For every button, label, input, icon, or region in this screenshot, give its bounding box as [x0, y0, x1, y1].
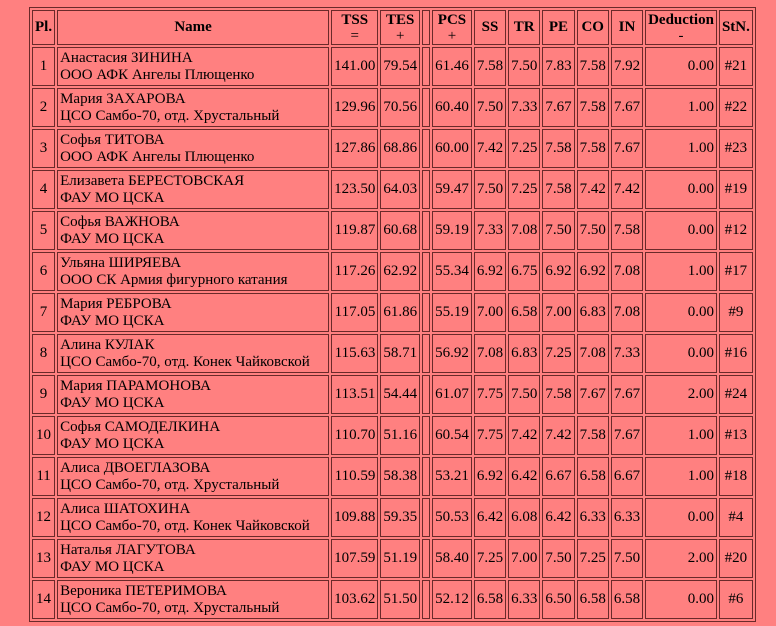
- co-cell: 6.83: [577, 293, 609, 332]
- tss-cell: 129.96: [331, 88, 378, 127]
- ss-cell: 6.92: [474, 252, 506, 291]
- start-number-cell: #21: [719, 47, 753, 86]
- deduction-cell: 0.00: [645, 293, 717, 332]
- header-tes-label: TES: [386, 12, 415, 28]
- skater-cell: [57, 129, 329, 168]
- header-tss: [331, 10, 378, 45]
- pcs-cell: 59.19: [432, 211, 472, 250]
- deduction-cell: 1.00: [645, 252, 717, 291]
- tr-cell: 7.50: [508, 47, 540, 86]
- skater-club: ЦСО Самбо-70, отд. Хрустальный: [60, 476, 280, 493]
- pcs-cell: 60.00: [432, 129, 472, 168]
- header-gap: [422, 10, 430, 45]
- deduction-cell: 0.00: [645, 170, 717, 209]
- header-row: [32, 10, 753, 45]
- skater-cell: [57, 416, 329, 455]
- pe-cell: 7.42: [542, 416, 574, 455]
- table-row: [32, 47, 753, 86]
- header-stn: StN.: [719, 10, 753, 45]
- skater-club: ФАУ МО ЦСКА: [60, 558, 165, 575]
- place-cell: 4: [32, 170, 55, 209]
- pe-cell: 7.83: [542, 47, 574, 86]
- gap-cell: [422, 457, 430, 496]
- deduction-cell: 0.00: [645, 498, 717, 537]
- pe-cell: 7.58: [542, 375, 574, 414]
- tes-cell: 51.50: [380, 580, 420, 619]
- in-cell: 7.92: [611, 47, 643, 86]
- skater-name: Софья САМОДЕЛКИНА: [60, 418, 221, 435]
- start-number-cell: #4: [719, 498, 753, 537]
- gap-cell: [422, 375, 430, 414]
- start-number-cell: #13: [719, 416, 753, 455]
- place-cell: 7: [32, 293, 55, 332]
- deduction-cell: 1.00: [645, 88, 717, 127]
- deduction-cell: 0.00: [645, 334, 717, 373]
- place-cell: 9: [32, 375, 55, 414]
- skater-name: Мария РЕБРОВА: [60, 295, 172, 312]
- header-deduction-label: Deduction: [648, 12, 714, 28]
- table-row: [32, 334, 753, 373]
- pcs-cell: 52.12: [432, 580, 472, 619]
- start-number-cell: #9: [719, 293, 753, 332]
- ss-cell: 7.75: [474, 375, 506, 414]
- tes-cell: 60.68: [380, 211, 420, 250]
- pe-cell: 7.50: [542, 211, 574, 250]
- start-number-cell: #23: [719, 129, 753, 168]
- co-cell: 7.50: [577, 211, 609, 250]
- tss-cell: 113.51: [331, 375, 378, 414]
- co-cell: 7.58: [577, 416, 609, 455]
- in-cell: 6.58: [611, 580, 643, 619]
- pe-cell: 6.50: [542, 580, 574, 619]
- in-cell: 7.42: [611, 170, 643, 209]
- pcs-cell: 56.92: [432, 334, 472, 373]
- place-cell: 3: [32, 129, 55, 168]
- start-number-cell: #16: [719, 334, 753, 373]
- header-tes-sub: +: [395, 28, 405, 44]
- skater-cell: [57, 375, 329, 414]
- gap-cell: [422, 88, 430, 127]
- co-cell: 6.33: [577, 498, 609, 537]
- start-number-cell: #18: [719, 457, 753, 496]
- gap-cell: [422, 293, 430, 332]
- place-cell: 2: [32, 88, 55, 127]
- skater-cell: [57, 580, 329, 619]
- co-cell: 6.92: [577, 252, 609, 291]
- deduction-cell: 1.00: [645, 416, 717, 455]
- pe-cell: 6.42: [542, 498, 574, 537]
- tss-cell: 103.62: [331, 580, 378, 619]
- header-pl: Pl.: [32, 10, 55, 45]
- header-tss-label: TSS: [341, 12, 369, 28]
- header-deduction-sub: -: [678, 28, 684, 44]
- table-row: [32, 416, 753, 455]
- skater-club: ООО СК Армия фигурного катания: [60, 271, 288, 288]
- tes-cell: 70.56: [380, 88, 420, 127]
- co-cell: 7.58: [577, 88, 609, 127]
- tss-cell: 123.50: [331, 170, 378, 209]
- skater-cell: [57, 457, 329, 496]
- tss-cell: 107.59: [331, 539, 378, 578]
- tes-cell: 58.38: [380, 457, 420, 496]
- place-cell: 10: [32, 416, 55, 455]
- in-cell: 7.58: [611, 211, 643, 250]
- ss-cell: 7.50: [474, 170, 506, 209]
- results-table: [29, 7, 756, 622]
- table-row: [32, 457, 753, 496]
- skater-name: Елизавета БЕРЕСТОВСКАЯ: [60, 172, 245, 189]
- skater-club: ООО АФК Ангелы Плющенко: [60, 66, 255, 83]
- tss-cell: 117.26: [331, 252, 378, 291]
- gap-cell: [422, 334, 430, 373]
- tss-cell: 115.63: [331, 334, 378, 373]
- table-row: [32, 211, 753, 250]
- table-row: [32, 539, 753, 578]
- deduction-cell: 0.00: [645, 580, 717, 619]
- deduction-cell: 2.00: [645, 539, 717, 578]
- tes-cell: 54.44: [380, 375, 420, 414]
- gap-cell: [422, 252, 430, 291]
- tss-cell: 110.70: [331, 416, 378, 455]
- deduction-cell: 0.00: [645, 211, 717, 250]
- pcs-cell: 59.47: [432, 170, 472, 209]
- skater-name: Наталья ЛАГУТОВА: [60, 541, 196, 558]
- pcs-cell: 50.53: [432, 498, 472, 537]
- pcs-cell: 58.40: [432, 539, 472, 578]
- tes-cell: 59.35: [380, 498, 420, 537]
- skater-name: Мария ПАРАМОНОВА: [60, 377, 211, 394]
- tr-cell: 6.83: [508, 334, 540, 373]
- pcs-cell: 53.21: [432, 457, 472, 496]
- skater-name: Алиса ДВОЕГЛАЗОВА: [60, 459, 211, 476]
- header-tr: TR: [508, 10, 540, 45]
- tes-cell: 64.03: [380, 170, 420, 209]
- header-tes: [380, 10, 420, 45]
- pcs-cell: 60.40: [432, 88, 472, 127]
- co-cell: 7.08: [577, 334, 609, 373]
- tr-cell: 7.00: [508, 539, 540, 578]
- tr-cell: 6.75: [508, 252, 540, 291]
- in-cell: 7.67: [611, 416, 643, 455]
- skater-name: Алиса ШАТОХИНА: [60, 500, 191, 517]
- tes-cell: 68.86: [380, 129, 420, 168]
- place-cell: 1: [32, 47, 55, 86]
- in-cell: 7.67: [611, 129, 643, 168]
- skater-name: Вероника ПЕТЕРИМОВА: [60, 582, 227, 599]
- in-cell: 7.33: [611, 334, 643, 373]
- ss-cell: 7.33: [474, 211, 506, 250]
- pe-cell: 7.58: [542, 129, 574, 168]
- skater-club: ФАУ МО ЦСКА: [60, 394, 165, 411]
- co-cell: 7.58: [577, 129, 609, 168]
- ss-cell: 7.00: [474, 293, 506, 332]
- start-number-cell: #19: [719, 170, 753, 209]
- header-pcs-label: PCS: [437, 12, 467, 28]
- tr-cell: 7.08: [508, 211, 540, 250]
- tes-cell: 79.54: [380, 47, 420, 86]
- skater-cell: [57, 47, 329, 86]
- header-name: Name: [57, 10, 329, 45]
- tss-cell: 109.88: [331, 498, 378, 537]
- tes-cell: 61.86: [380, 293, 420, 332]
- skater-club: ФАУ МО ЦСКА: [60, 312, 165, 329]
- tss-cell: 127.86: [331, 129, 378, 168]
- pe-cell: 7.00: [542, 293, 574, 332]
- ss-cell: 6.58: [474, 580, 506, 619]
- pe-cell: 7.67: [542, 88, 574, 127]
- tes-cell: 51.16: [380, 416, 420, 455]
- header-pe: PE: [542, 10, 574, 45]
- tr-cell: 7.25: [508, 170, 540, 209]
- table-row: [32, 293, 753, 332]
- ss-cell: 7.25: [474, 539, 506, 578]
- header-in: IN: [611, 10, 643, 45]
- place-cell: 11: [32, 457, 55, 496]
- skater-cell: [57, 539, 329, 578]
- gap-cell: [422, 129, 430, 168]
- co-cell: 6.58: [577, 580, 609, 619]
- skater-club: ООО АФК Ангелы Плющенко: [60, 148, 255, 165]
- skater-cell: [57, 498, 329, 537]
- start-number-cell: #22: [719, 88, 753, 127]
- gap-cell: [422, 539, 430, 578]
- skater-name: Софья ВАЖНОВА: [60, 213, 180, 230]
- ss-cell: 7.08: [474, 334, 506, 373]
- tes-cell: 51.19: [380, 539, 420, 578]
- ss-cell: 7.42: [474, 129, 506, 168]
- in-cell: 6.33: [611, 498, 643, 537]
- pe-cell: 7.58: [542, 170, 574, 209]
- in-cell: 7.08: [611, 252, 643, 291]
- table-row: [32, 252, 753, 291]
- header-deduction: [645, 10, 717, 45]
- pe-cell: 7.50: [542, 539, 574, 578]
- co-cell: 7.25: [577, 539, 609, 578]
- pe-cell: 6.92: [542, 252, 574, 291]
- tes-cell: 58.71: [380, 334, 420, 373]
- pe-cell: 7.25: [542, 334, 574, 373]
- skater-cell: [57, 252, 329, 291]
- deduction-cell: 0.00: [645, 47, 717, 86]
- start-number-cell: #20: [719, 539, 753, 578]
- table-row: [32, 129, 753, 168]
- tes-cell: 62.92: [380, 252, 420, 291]
- skater-name: Ульяна ШИРЯЕВА: [60, 254, 182, 271]
- place-cell: 5: [32, 211, 55, 250]
- place-cell: 14: [32, 580, 55, 619]
- header-pcs: [432, 10, 472, 45]
- place-cell: 6: [32, 252, 55, 291]
- header-ss: SS: [474, 10, 506, 45]
- header-pcs-sub: +: [447, 28, 457, 44]
- tr-cell: 6.42: [508, 457, 540, 496]
- table-row: [32, 170, 753, 209]
- ss-cell: 6.42: [474, 498, 506, 537]
- start-number-cell: #17: [719, 252, 753, 291]
- gap-cell: [422, 211, 430, 250]
- place-cell: 8: [32, 334, 55, 373]
- pcs-cell: 55.34: [432, 252, 472, 291]
- skater-cell: [57, 211, 329, 250]
- header-tss-sub: =: [350, 28, 359, 44]
- skater-club: ФАУ МО ЦСКА: [60, 230, 165, 247]
- start-number-cell: #12: [719, 211, 753, 250]
- co-cell: 7.58: [577, 47, 609, 86]
- skater-club: ЦСО Самбо-70, отд. Хрустальный: [60, 599, 280, 616]
- ss-cell: 7.50: [474, 88, 506, 127]
- co-cell: 7.67: [577, 375, 609, 414]
- deduction-cell: 1.00: [645, 457, 717, 496]
- skater-name: Алина КУЛАК: [60, 336, 155, 353]
- pe-cell: 6.67: [542, 457, 574, 496]
- gap-cell: [422, 170, 430, 209]
- skater-club: ЦСО Самбо-70, отд. Конек Чайковской: [60, 353, 310, 370]
- ss-cell: 7.75: [474, 416, 506, 455]
- ss-cell: 6.92: [474, 457, 506, 496]
- tr-cell: 6.08: [508, 498, 540, 537]
- skater-name: Мария ЗАХАРОВА: [60, 90, 186, 107]
- in-cell: 7.67: [611, 375, 643, 414]
- skater-club: ЦСО Самбо-70, отд. Конек Чайковской: [60, 517, 310, 534]
- pcs-cell: 60.54: [432, 416, 472, 455]
- tss-cell: 141.00: [331, 47, 378, 86]
- skater-club: ФАУ МО ЦСКА: [60, 189, 165, 206]
- skater-club: ЦСО Самбо-70, отд. Хрустальный: [60, 107, 280, 124]
- start-number-cell: #24: [719, 375, 753, 414]
- in-cell: 6.67: [611, 457, 643, 496]
- in-cell: 7.67: [611, 88, 643, 127]
- in-cell: 7.08: [611, 293, 643, 332]
- pcs-cell: 61.07: [432, 375, 472, 414]
- in-cell: 7.50: [611, 539, 643, 578]
- skater-name: Софья ТИТОВА: [60, 131, 165, 148]
- gap-cell: [422, 580, 430, 619]
- table-row: [32, 88, 753, 127]
- pcs-cell: 55.19: [432, 293, 472, 332]
- skater-cell: [57, 293, 329, 332]
- skater-name: Анастасия ЗИНИНА: [60, 49, 193, 66]
- table-row: [32, 498, 753, 537]
- table-row: [32, 375, 753, 414]
- tr-cell: 6.33: [508, 580, 540, 619]
- deduction-cell: 1.00: [645, 129, 717, 168]
- skater-cell: [57, 88, 329, 127]
- deduction-cell: 2.00: [645, 375, 717, 414]
- ss-cell: 7.58: [474, 47, 506, 86]
- table-row: [32, 580, 753, 619]
- skater-cell: [57, 170, 329, 209]
- tss-cell: 110.59: [331, 457, 378, 496]
- tr-cell: 7.50: [508, 375, 540, 414]
- co-cell: 6.58: [577, 457, 609, 496]
- place-cell: 12: [32, 498, 55, 537]
- tr-cell: 7.25: [508, 129, 540, 168]
- co-cell: 7.42: [577, 170, 609, 209]
- gap-cell: [422, 416, 430, 455]
- tr-cell: 7.33: [508, 88, 540, 127]
- skater-cell: [57, 334, 329, 373]
- place-cell: 13: [32, 539, 55, 578]
- tss-cell: 119.87: [331, 211, 378, 250]
- tr-cell: 6.58: [508, 293, 540, 332]
- tr-cell: 7.42: [508, 416, 540, 455]
- header-co: CO: [577, 10, 609, 45]
- gap-cell: [422, 47, 430, 86]
- start-number-cell: #6: [719, 580, 753, 619]
- skater-club: ФАУ МО ЦСКА: [60, 435, 165, 452]
- pcs-cell: 61.46: [432, 47, 472, 86]
- tss-cell: 117.05: [331, 293, 378, 332]
- gap-cell: [422, 498, 430, 537]
